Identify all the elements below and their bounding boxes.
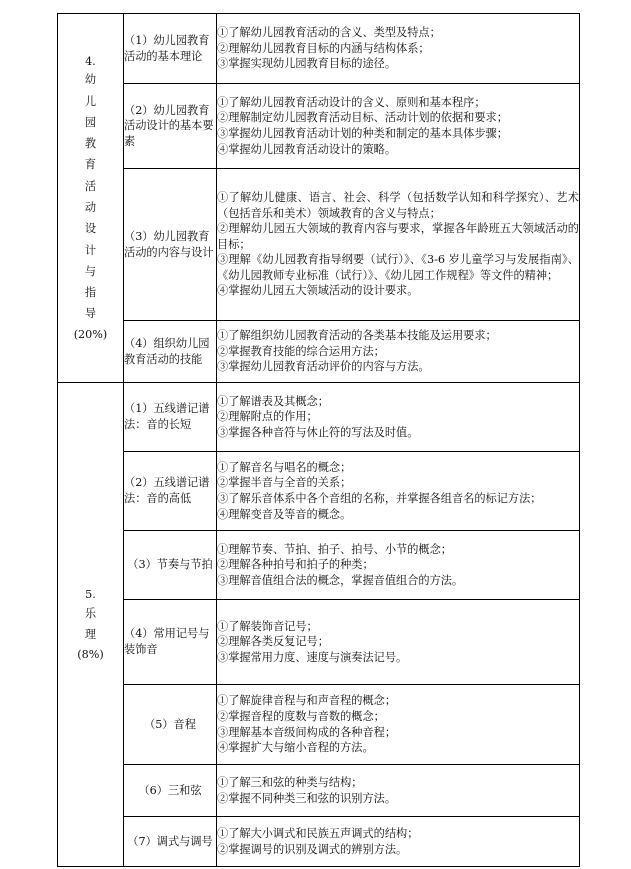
requirement-item: ①了解幼儿健康、语言、社会、科学（包括数学认知和科学探究）、艺术（包括音乐和美术）领域教育的含义与特点； xyxy=(217,190,579,220)
requirement-item: ①理解节奏、节拍、拍子、拍号、小节的概念； xyxy=(217,542,452,556)
topic-label: （7）调式与调号 xyxy=(127,834,213,848)
requirements-cell xyxy=(217,321,580,383)
table-row xyxy=(58,765,580,817)
requirement-item: ③掌握实现幼儿园教育目标的途径。 xyxy=(217,57,397,71)
module-title-char: 设 xyxy=(84,222,97,236)
topic-cell xyxy=(124,685,217,765)
module-title-char: 计 xyxy=(84,243,97,257)
table-row xyxy=(58,531,580,600)
module-title-char: 动 xyxy=(84,201,97,214)
topic-cell xyxy=(124,169,217,321)
table-row xyxy=(58,169,580,321)
requirements-cell xyxy=(217,169,580,321)
requirements-cell xyxy=(217,84,580,169)
module-title-char: 儿 xyxy=(84,94,97,108)
topic-label: （4）组织幼儿园教育活动的技能 xyxy=(124,336,210,366)
topic-label: （6）三和弦 xyxy=(138,783,202,797)
table-row xyxy=(58,685,580,765)
topic-label: （3）幼儿园教育活动的内容与设计 xyxy=(124,229,214,259)
requirement-item: ③理解《幼儿园教育指导纲要（试行）》、《3-6 岁儿童学习与发展指南》、《幼儿园教师专业标准（试行）》、《幼儿园工作规程》等文件的精神； xyxy=(217,253,579,282)
requirement-item: ②掌握调号的识别及调式的辨别方法。 xyxy=(217,842,408,856)
topic-cell xyxy=(124,765,217,817)
requirement-item: ③掌握常用力度、速度与演奏法记号。 xyxy=(217,650,408,664)
table-row xyxy=(58,383,580,452)
module-number: 5. xyxy=(85,587,96,601)
topic-label: （3）节奏与节拍 xyxy=(127,558,213,572)
module-title-char: 与 xyxy=(84,264,97,278)
module-title-char: 指 xyxy=(84,286,97,300)
requirement-item: ②理解各种拍号和拍子的种类； xyxy=(217,558,374,572)
requirement-item: ④理解变音及等音的概念。 xyxy=(217,507,352,521)
requirements-cell xyxy=(217,685,580,765)
requirements-cell xyxy=(217,383,580,452)
module-title xyxy=(58,587,123,662)
module-cell xyxy=(58,383,124,867)
topic-cell xyxy=(124,452,217,531)
topic-label: （2）五线谱记谱法：音的高低 xyxy=(124,476,210,505)
requirements-cell xyxy=(217,14,580,84)
requirement-item: ①了解音名与唱名的概念； xyxy=(217,460,352,474)
module-weight: (8%) xyxy=(77,647,104,661)
module-title-char: 导 xyxy=(84,307,97,321)
requirement-item: ①了解幼儿园教育活动的含义、类型及特点； xyxy=(217,26,441,40)
requirement-item: ②掌握教育技能的综合运用方法； xyxy=(217,344,385,358)
requirement-item: ①了解旋律音程与和声音程的概念； xyxy=(217,694,397,708)
requirement-item: ②理解制定幼儿园教育活动目标、活动计划的依据和要求； xyxy=(217,111,508,125)
module-title xyxy=(58,54,123,343)
requirement-item: ①了解组织幼儿园教育活动的各类基本技能及运用要求； xyxy=(217,329,497,343)
requirement-item: ③掌握幼儿园教育活动评价的内容与方法。 xyxy=(217,360,430,374)
requirement-item: ②理解幼儿园五大领域的教育内容与要求，掌握各年龄班五大领域活动的目标； xyxy=(217,222,579,251)
requirement-item: ①了解大小调式和民族五声调式的结构； xyxy=(217,826,419,840)
topic-cell xyxy=(124,14,217,84)
requirement-item: ①了解谱表及其概念； xyxy=(217,394,329,408)
requirement-item: ①了解三和弦的种类与结构； xyxy=(217,775,363,789)
topic-label: （4）常用记号与装饰音 xyxy=(124,627,210,656)
requirements-cell xyxy=(217,531,580,600)
requirements-cell xyxy=(217,452,580,531)
topic-cell xyxy=(124,84,217,169)
table-row xyxy=(58,452,580,531)
topic-cell xyxy=(124,817,217,867)
requirement-item: ②掌握不同种类三和弦的识别方法。 xyxy=(217,791,397,805)
requirements-cell xyxy=(217,765,580,817)
topic-cell xyxy=(124,321,217,383)
requirement-item: ④掌握扩大与缩小音程的方法。 xyxy=(217,741,374,755)
requirement-item: ③理解音值组合法的概念，掌握音值组合的方法。 xyxy=(217,573,464,587)
module-title-char: 园 xyxy=(84,115,97,129)
topic-cell xyxy=(124,383,217,452)
requirement-item: ①了解幼儿园教育活动设计的含义、原则和基本程序； xyxy=(217,95,486,109)
module-cell xyxy=(58,14,124,383)
topic-label: （5）音程 xyxy=(144,717,196,731)
table-row xyxy=(58,817,580,867)
module-number: 4. xyxy=(85,54,96,68)
requirement-item: ②掌握半音与全音的关系； xyxy=(217,476,352,490)
requirement-item: ③了解乐音体系中各个音组的名称，并掌握各组音名的标记方法； xyxy=(217,492,542,505)
requirements-cell xyxy=(217,600,580,685)
table-row xyxy=(58,321,580,383)
syllabus-table xyxy=(57,13,580,867)
requirement-item: ④掌握幼儿园教育活动设计的策略。 xyxy=(217,142,397,156)
requirement-item: ④掌握幼儿园五大领域活动的设计要求。 xyxy=(217,284,419,298)
requirement-item: ②掌握音程的度数与音数的概念； xyxy=(217,709,385,723)
module-title-char: 幼 xyxy=(84,73,97,87)
module-title-char: 教 xyxy=(84,137,97,151)
table-row xyxy=(58,600,580,685)
table-row xyxy=(58,14,580,84)
requirement-item: ②理解附点的作用； xyxy=(217,410,318,424)
module-title-char: 活 xyxy=(84,179,97,193)
module-title-char: 理 xyxy=(84,627,97,641)
topic-cell xyxy=(124,600,217,685)
requirement-item: ③掌握幼儿园教育活动计划的种类和制定的基本具体步骤； xyxy=(217,127,508,140)
module-title-char: 乐 xyxy=(84,606,97,620)
topic-cell xyxy=(124,531,217,600)
module-title-char: 育 xyxy=(84,158,97,172)
requirement-item: ③理解基本音级间构成的各种音程； xyxy=(217,725,397,739)
module-weight: (20%) xyxy=(73,327,108,341)
requirement-item: ②理解幼儿园教育目标的内涵与结构体系； xyxy=(217,41,430,55)
requirement-item: ②理解各类反复记号； xyxy=(217,635,329,649)
table-row xyxy=(58,84,580,169)
topic-label: （2）幼儿园教育活动设计的基本要素 xyxy=(124,103,214,148)
requirement-item: ①了解装饰音记号； xyxy=(217,619,318,633)
topic-label: （1）幼儿园教育活动的基本理论 xyxy=(124,33,210,63)
requirements-cell xyxy=(217,817,580,867)
requirement-item: ③掌握各种音符与休止符的写法及时值。 xyxy=(217,425,419,439)
topic-label: （1）五线谱记谱法：音的长短 xyxy=(124,402,210,431)
